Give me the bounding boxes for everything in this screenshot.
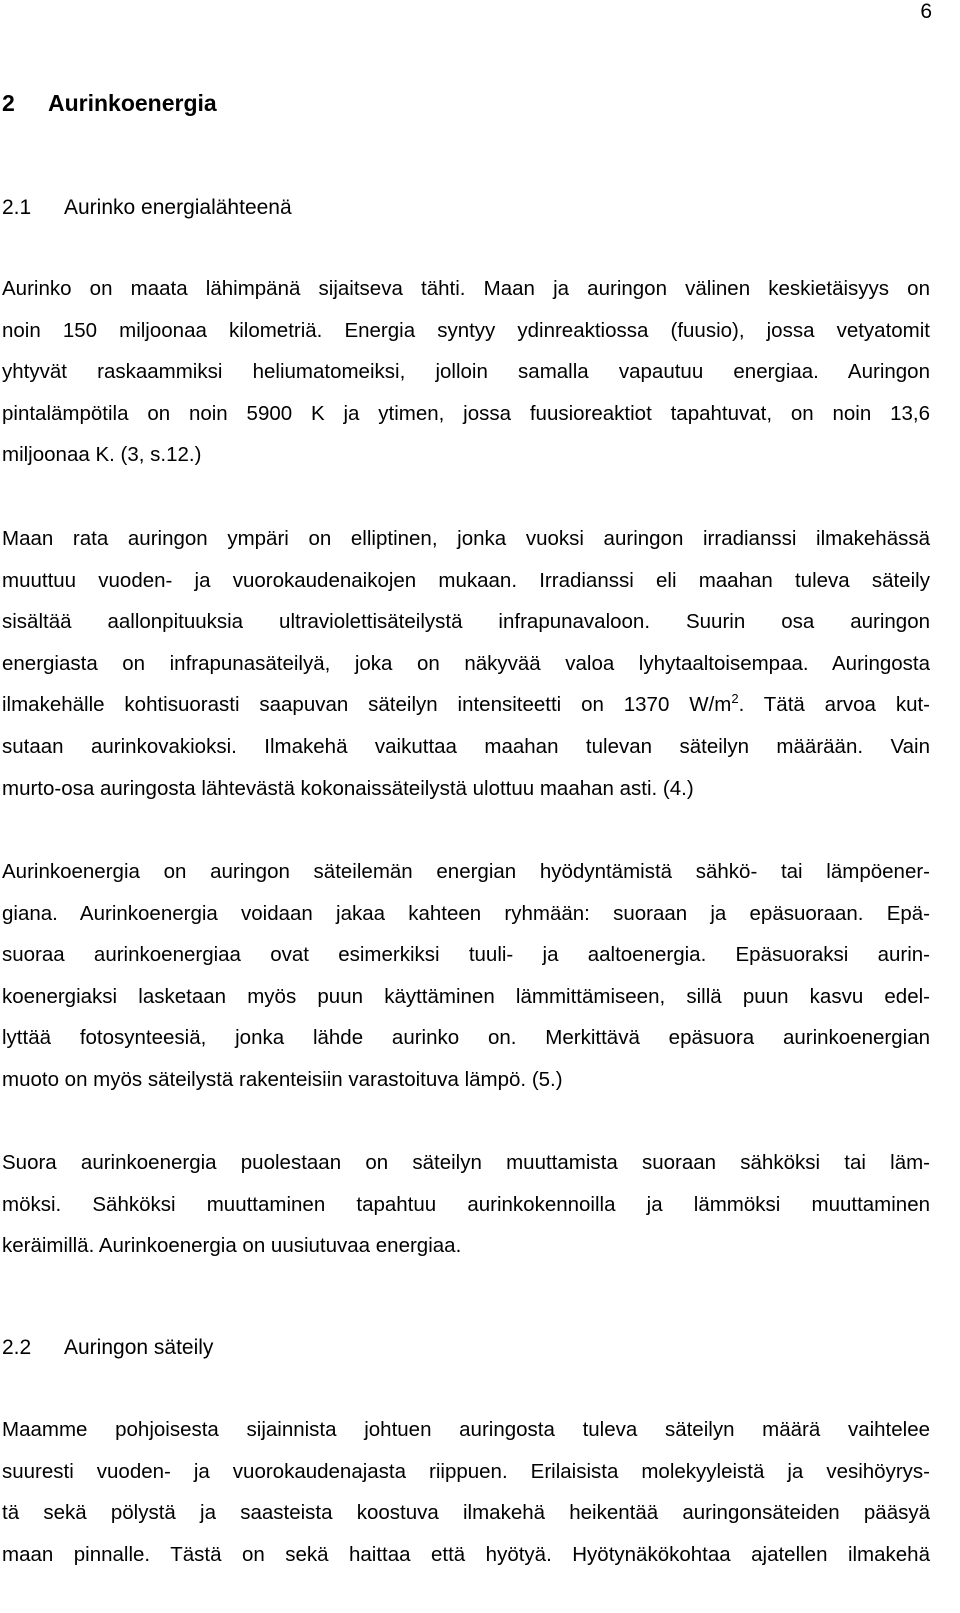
- paragraph-line: suuresti vuoden- ja vuorokaudenajasta riippuen. Erilaisista molekyyleistä ja vesihöyrys-: [2, 1459, 930, 1483]
- chapter-heading: [2, 86, 217, 120]
- paragraph-line: Maamme pohjoisesta sijainnista johtuen auringosta tuleva säteilyn määrä vaihtelee: [2, 1418, 930, 1441]
- section-title: Auringon säteily: [64, 1336, 214, 1359]
- paragraph-2: [2, 518, 930, 809]
- paragraph-line: Aurinkoenergia on auringon säteilemän energian hyödyntämistä sähkö- tai lämpöener-: [2, 860, 930, 883]
- section-heading-2-1: [2, 191, 292, 225]
- line-text: ilmakehälle kohtisuorasti saapuvan säteilyn intensiteetti on 1370 W/m: [2, 693, 732, 717]
- page-number: 6: [920, 0, 932, 23]
- paragraph-line: sisältää aallonpituuksia ultraviolettisäteilystä infrapunavaloon. Suurin osa auringon: [2, 610, 930, 634]
- paragraph-line: miljoonaa K. (3, s.12.): [2, 443, 202, 467]
- paragraph-line: muuttuu vuoden- ja vuorokaudenaikojen mukaan. Irradianssi eli maahan tuleva säteily: [2, 568, 930, 592]
- paragraph-line: suoraa aurinkoenergiaa ovat esimerkiksi tuuli- ja aaltoenergia. Epäsuoraksi aurin-: [2, 943, 930, 967]
- paragraph-line: lyttää fotosynteesiä, jonka lähde aurinko on. Merkittävä epäsuora aurinkoenergian: [2, 1026, 930, 1050]
- paragraph-line: sutaan aurinkovakioksi. Ilmakehä vaikuttaa maahan tulevan säteilyn määrään. Vain: [2, 734, 930, 758]
- paragraph-line: [2, 684, 930, 726]
- paragraph-5: [2, 1409, 930, 1575]
- paragraph-line: Maan rata auringon ympäri on elliptinen, jonka vuoksi auringon irradianssi ilmakehässä: [2, 527, 930, 550]
- paragraph-line: möksi. Sähköksi muuttaminen tapahtuu aurinkokennoilla ja lämmöksi muuttaminen: [2, 1192, 930, 1216]
- paragraph-line: giana. Aurinkoenergia voidaan jakaa kahteen ryhmään: suoraan ja epäsuoraan. Epä-: [2, 901, 930, 925]
- paragraph-line: muoto on myös säteilystä rakenteisiin varastoituva lämpö. (5.): [2, 1067, 563, 1091]
- paragraph-1: [2, 268, 930, 476]
- paragraph-line: pintalämpötila on noin 5900 K ja ytimen, jossa fuusioreaktiot tapahtuvat, on noin 13,6: [2, 401, 930, 425]
- paragraph-line: keräimillä. Aurinkoenergia on uusiutuvaa energiaa.: [2, 1234, 462, 1258]
- chapter-number: 2: [2, 90, 15, 116]
- section-number: 2.1: [2, 196, 32, 219]
- paragraph-line: murto-osa auringosta lähtevästä kokonaissäteilystä ulottuu maahan asti. (4.): [2, 776, 694, 800]
- chapter-title: Aurinkoenergia: [48, 90, 217, 116]
- paragraph-line: tä sekä pölystä ja saasteista koostuva ilmakehä heikentää auringonsäteiden pääsyä: [2, 1501, 930, 1525]
- paragraph-line: energiasta on infrapunasäteilyä, joka on näkyvää valoa lyhytaaltoisempaa. Auringosta: [2, 651, 930, 675]
- section-title: Aurinko energialähteenä: [64, 196, 292, 219]
- paragraph-3: [2, 851, 930, 1101]
- paragraph-line: noin 150 miljoonaa kilometriä. Energia syntyy ydinreaktiossa (fuusio), jossa vetyatomit: [2, 318, 930, 342]
- superscript: 2: [731, 691, 739, 707]
- paragraph-line: Aurinko on maata lähimpänä sijaitseva tähti. Maan ja auringon välinen keskietäisyys on: [2, 277, 930, 300]
- paragraph-line: Suora aurinkoenergia puolestaan on säteilyn muuttamista suoraan sähköksi tai läm-: [2, 1151, 930, 1174]
- section-number: 2.2: [2, 1336, 32, 1359]
- paragraph-line: yhtyvät raskaammiksi heliumatomeiksi, jolloin samalla vapautuu energiaa. Auringon: [2, 360, 930, 384]
- paragraph-line: maan pinnalle. Tästä on sekä haittaa että hyötyä. Hyötynäkökohtaa ajatellen ilmakehä: [2, 1542, 930, 1566]
- paragraph-line: koenergiaksi lasketaan myös puun käyttäminen lämmittämiseen, sillä puun kasvu edel-: [2, 984, 930, 1008]
- paragraph-4: [2, 1142, 930, 1267]
- section-heading-2-2: [2, 1331, 213, 1365]
- line-text: . Tätä arvoa kut-: [738, 693, 930, 717]
